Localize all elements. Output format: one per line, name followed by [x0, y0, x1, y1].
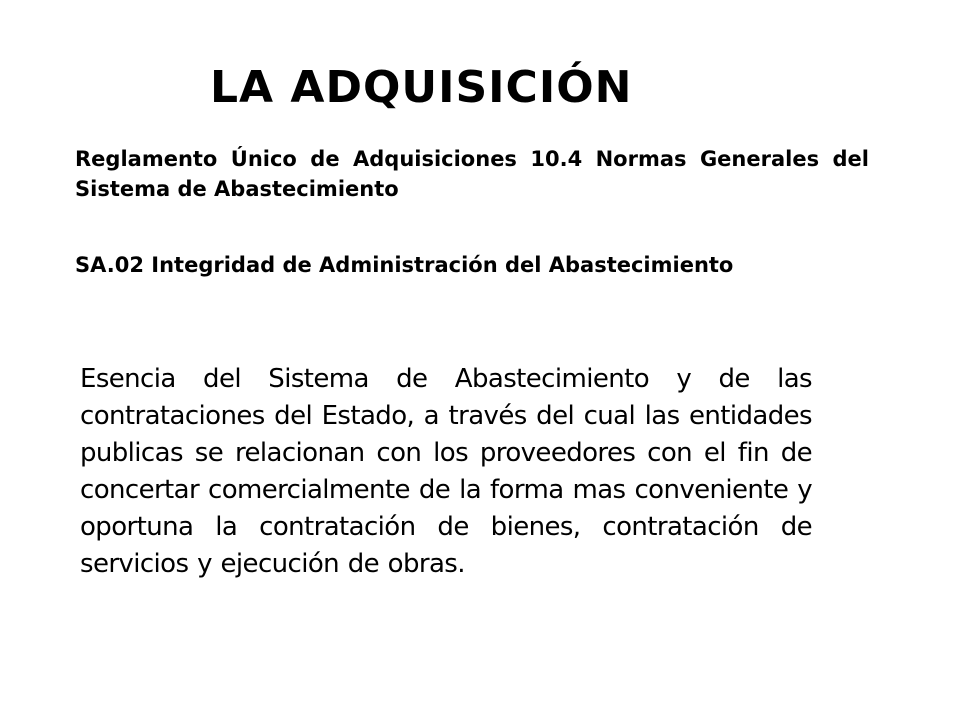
regulation-reference: Reglamento Único de Adquisiciones 10.4 Normas Generales del Sistema de Abastecimiento: [75, 147, 869, 201]
definition-paragraph: Esencia del Sistema de Abastecimiento y de las contrataciones del Estado, a través del cual las entidades publicas se relacionan con los proveedores con el fin de concertar comercialmente de la forma mas conveniente y oportuna la contratación de bienes, contratación de servicios y ejecución de obras.: [80, 364, 812, 579]
section-reference: SA.02 Integridad de Administración del Abastecimiento: [75, 253, 734, 277]
slide-title: LA ADQUISICIÓN: [210, 62, 633, 113]
